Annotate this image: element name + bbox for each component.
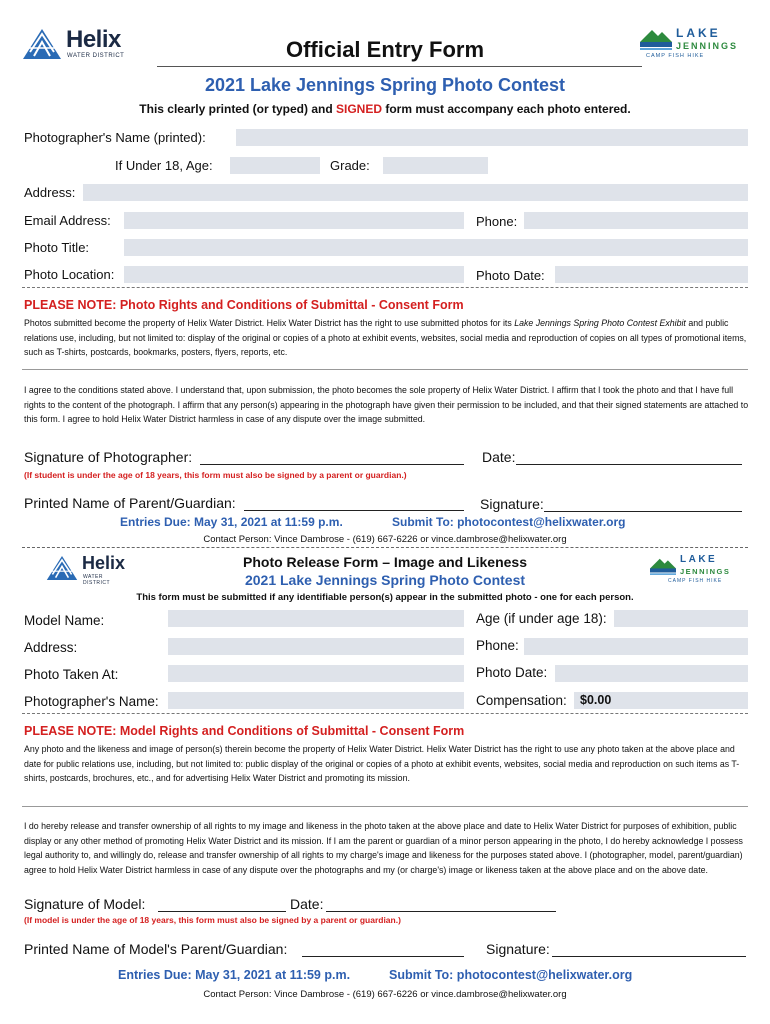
contact-person-2: Contact Person: Vince Dambrose - (619) 667-6226 or vince.dambrose@helixwater.org — [203, 989, 567, 1000]
lake-jennings-logo — [640, 24, 750, 64]
age-field[interactable] — [230, 157, 320, 174]
consent-paragraph-2: I agree to the conditions stated above. I understand that, upon submission, the photo becomes the sole property of Helix Water District. I affirm that I took the photo and that I have full rights to the content of the photograph. I affirm that any person(s) appearing in the photograph have given their permission to be included, and that their signed statements are attached to this form. I agree to hold Helix Water District harmless in case of any dispute over the image submitted. — [24, 385, 749, 424]
grade-label: Grade: — [330, 158, 370, 173]
phone-label: Phone: — [476, 214, 518, 229]
entries-due: Entries Due: May 31, 2021 at 11:59 p.m. — [120, 515, 343, 529]
photo-taken-at-label: Photo Taken At: — [24, 667, 119, 682]
model-parent-signature-line[interactable] — [552, 956, 746, 957]
model-consent-paragraph-1: Any photo and the likeness and image of person(s) therein become the property of Helix Water District. Helix Water District has the right to use any photo taken at the above place and date for public relations use, including, but not limited to: public display of the original or copies of a photo at exhibit events, websites, social media and reproduction on such items as T-shirts, postcards, brochures, etc., and for advertising Helix Water District and promoting its mission. — [24, 744, 740, 783]
model-note: (If model is under the age of 18 years, this form must also be signed by a parent or guardian.) — [24, 915, 401, 925]
model-photo-date-label: Photo Date: — [476, 665, 548, 680]
helix-logo-name: Helix — [82, 553, 126, 573]
lake-jennings-logo-2 — [650, 553, 745, 587]
submit-to[interactable]: Submit To: photocontest@helixwater.org — [392, 515, 626, 529]
consent-heading: PLEASE NOTE: Photo Rights and Conditions of Submittal - Consent Form — [24, 298, 464, 312]
photographer-name-2-label: Photographer's Name: — [24, 694, 159, 709]
model-phone-label: Phone: — [476, 638, 519, 653]
sig-photographer-label: Signature of Photographer: — [24, 449, 193, 465]
parent-name-label: Printed Name of Parent/Guardian: — [24, 495, 236, 511]
photo-location-label: Photo Location: — [24, 267, 115, 282]
parent-signature-line[interactable] — [544, 511, 742, 512]
consent-p1-b: and public relations use, including, but not limited to: display of the original or copies of a photo at exhibit events, websites, social media and reproduction of copies on all types of promotional items, such as T-shirts, postcards, bookmarks, posters, flyers, reports, etc. — [24, 318, 747, 357]
instructions — [40, 102, 730, 116]
divider — [22, 287, 748, 288]
model-age-field[interactable] — [614, 610, 748, 627]
contact-person: Contact Person: Vince Dambrose - (619) 667-6226 or vince.dambrose@helixwater.org — [203, 534, 567, 545]
instructions-signed: SIGNED — [335, 102, 382, 116]
release-subtitle: 2021 Lake Jennings Spring Photo Contest — [244, 572, 526, 588]
photo-title-field[interactable] — [124, 239, 748, 256]
divider — [22, 713, 748, 714]
lake-logo-line1: LAKE — [680, 554, 718, 565]
helix-logo-icon — [22, 28, 62, 60]
sig-date-label: Date: — [482, 449, 516, 465]
lake-logo-line2: JENNINGS — [680, 567, 731, 576]
photo-date-field[interactable] — [555, 266, 748, 283]
parent-name-line[interactable] — [244, 510, 464, 511]
section-divider — [22, 547, 748, 548]
helix-logo-name: Helix — [66, 26, 121, 53]
photo-location-field[interactable] — [124, 266, 464, 283]
sig-model-line[interactable] — [158, 911, 286, 912]
phone-field[interactable] — [524, 212, 748, 229]
instructions-post: form must accompany each photo entered. — [382, 102, 631, 116]
consent-paragraph-1 — [24, 316, 750, 360]
photo-date-label: Photo Date: — [476, 268, 545, 283]
grade-field[interactable] — [383, 157, 488, 174]
sig-photographer-line[interactable] — [200, 464, 464, 465]
release-instructions: This form must be submitted if any identifiable person(s) appear in the submitted photo - one for each person. — [136, 592, 634, 603]
consent-p1-em: Lake Jennings Spring Photo Contest Exhibit — [514, 318, 686, 328]
model-phone-field[interactable] — [524, 638, 748, 655]
compensation-field[interactable] — [574, 692, 748, 709]
submit-to-2[interactable]: Submit To: photocontest@helixwater.org — [389, 968, 633, 982]
photo-title-label: Photo Title: — [24, 240, 90, 255]
helix-logo-icon — [46, 555, 78, 581]
email-field[interactable] — [124, 212, 464, 229]
model-parent-name-line[interactable] — [302, 956, 464, 957]
lake-logo-tagline: CAMP FISH HIKE — [668, 578, 723, 584]
email-label: Email Address: — [24, 213, 111, 228]
entries-due-2: Entries Due: May 31, 2021 at 11:59 p.m. — [118, 968, 351, 982]
helix-logo-2 — [46, 553, 126, 585]
lake-logo-tagline: CAMP FISH HIKE — [646, 53, 705, 59]
address-field[interactable] — [83, 184, 748, 201]
title-underline — [157, 66, 642, 67]
release-title: Photo Release Form – Image and Likeness — [243, 554, 527, 570]
page-title: Official Entry Form — [285, 37, 485, 62]
address-label: Address: — [24, 185, 76, 200]
compensation-label: Compensation: — [476, 693, 567, 708]
helix-logo — [22, 26, 132, 62]
sig-model-label: Signature of Model: — [24, 896, 146, 912]
model-parent-signature-label: Signature: — [486, 941, 550, 957]
divider — [22, 369, 748, 370]
lake-jennings-logo-icon — [640, 26, 672, 52]
helix-logo-sub: WATER DISTRICT — [83, 574, 111, 586]
model-consent-heading: PLEASE NOTE: Model Rights and Conditions of Submittal - Consent Form — [24, 724, 465, 738]
lake-logo-line1: LAKE — [676, 26, 721, 40]
compensation-value: $0.00 — [580, 693, 612, 707]
model-address-field[interactable] — [168, 638, 464, 655]
sig-model-date-line[interactable] — [326, 911, 556, 912]
model-name-label: Model Name: — [24, 613, 105, 628]
contest-subtitle: 2021 Lake Jennings Spring Photo Contest — [204, 75, 566, 95]
model-age-label: Age (if under age 18): — [476, 611, 607, 626]
model-parent-name-label: Printed Name of Model's Parent/Guardian: — [24, 941, 288, 957]
student-note: (If student is under the age of 18 years, this form must also be signed by a parent or guardian.) — [24, 470, 407, 480]
lake-logo-line2: JENNINGS — [676, 41, 739, 51]
model-address-label: Address: — [24, 640, 78, 655]
age-label: If Under 18, Age: — [115, 158, 213, 173]
instructions-pre: This clearly printed (or typed) and — [139, 102, 336, 116]
parent-signature-label: Signature: — [480, 496, 544, 512]
model-consent-paragraph-2: I do hereby release and transfer ownership of all rights to my image and likeness in the photo taken at the above place and date to Helix Water District for purposes of exhibition, public display or any other method of promoting Helix Water District and its mission. If I am the parent or guardian of a minor person appearing in the photo, I do hereby acknowledge I possess legal authority to, and willingly do, release and transfer ownership of all rights to my charge's image and likeness for the purposes stated above. I (photographer, model, parent/guardian) agree to hold Helix Water District harmless in case of any dispute over the photographs and my (or charge's) image or likeness taken at the above place and on the above date. — [24, 821, 743, 875]
helix-logo-sub: WATER DISTRICT — [67, 53, 125, 59]
photographer-name-2-field[interactable] — [168, 692, 464, 709]
sig-model-date-label: Date: — [290, 896, 324, 912]
divider — [22, 806, 748, 807]
model-name-field[interactable] — [168, 610, 464, 627]
consent-p1-a: Photos submitted become the property of Helix Water District. Helix Water District has the right to use submitted photos for its — [24, 318, 515, 328]
photographer-name-field[interactable] — [236, 129, 748, 146]
photographer-name-label: Photographer's Name (printed): — [24, 130, 206, 145]
lake-jennings-logo-icon — [650, 555, 676, 577]
photo-taken-at-field[interactable] — [168, 665, 464, 682]
sig-date-line[interactable] — [516, 464, 742, 465]
model-photo-date-field[interactable] — [555, 665, 748, 682]
